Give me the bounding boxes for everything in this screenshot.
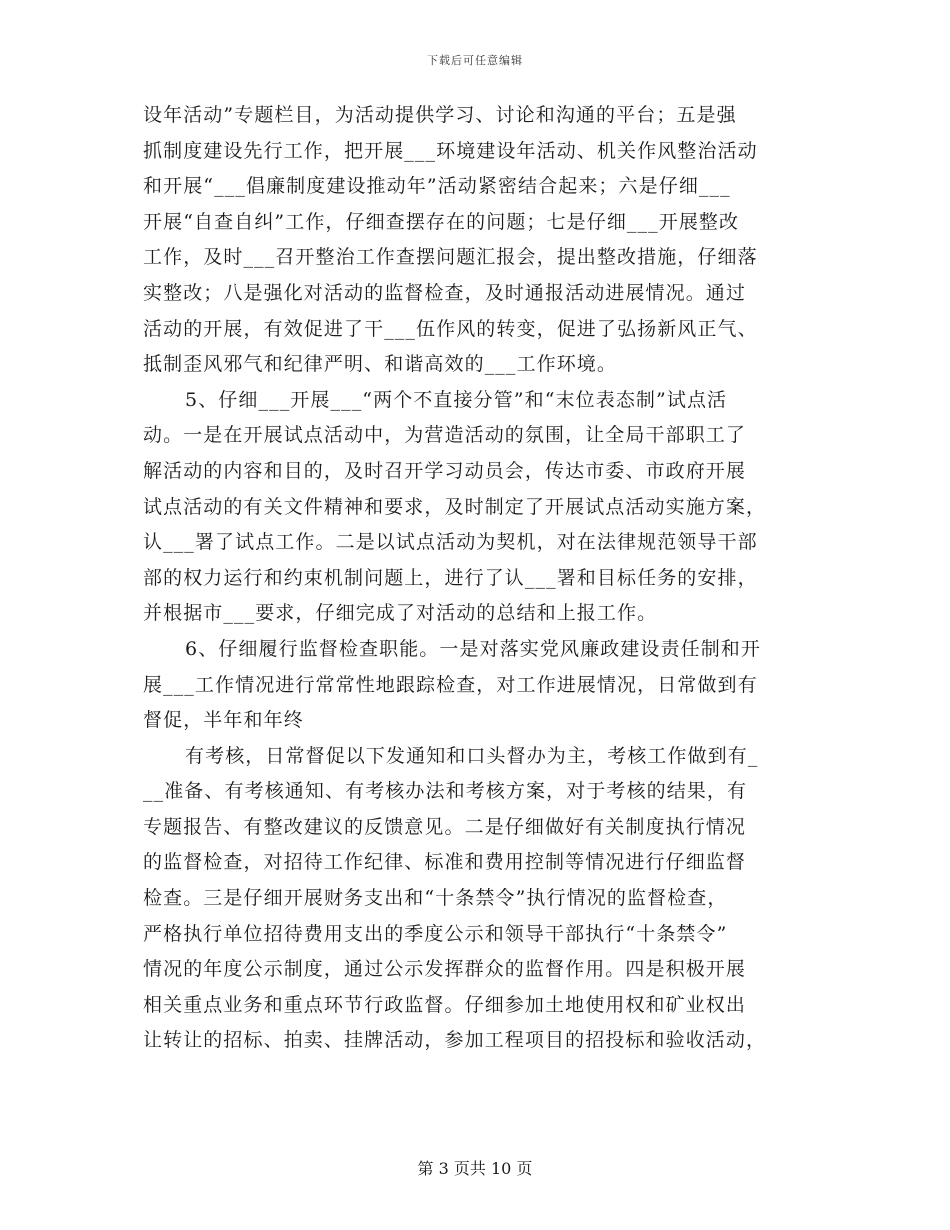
text-line: 部的权力运行和约束机制问题上，进行了认___署和目标任务的安排， — [143, 566, 758, 589]
paragraph-start-continued: 有考核，日常督促以下发通知和口头督办为主，考核工作做到有_ — [185, 744, 759, 767]
text-line: 工作，及时___召开整治工作查摆问题汇报会，提出整改措施，仔细落 — [143, 246, 758, 269]
text-line: 解活动的内容和目的，及时召开学习动员会，传达市委、市政府开展 — [143, 459, 747, 482]
text-line: 抵制歪风邪气和纪律严明、和谐高效的___工作环境。 — [143, 353, 618, 376]
paragraph-start-6: 6、仔细履行监督检查职能。一是对落实党风廉政建设责任制和开 — [185, 637, 761, 660]
text-line: 动。一是在开展试点活动中，为营造活动的氛围，让全局干部职工了 — [143, 424, 747, 447]
page-header-note: 下载后可任意编辑 — [427, 54, 523, 67]
text-line: 试点活动的有关文件精神和要求，及时制定了开展试点活动实施方案， — [143, 495, 767, 518]
text-line: 展___工作情况进行常常性地跟踪检查，对工作进展情况，日常做到有 — [143, 673, 758, 696]
text-line: 并根据市___要求，仔细完成了对活动的总结和上报工作。 — [143, 602, 658, 625]
page-number: 第 3 页共 10 页 — [417, 1159, 533, 1178]
text-line: 相关重点业务和重点环节行政监督。仔细参加土地使用权和矿业权出 — [143, 993, 747, 1016]
paragraph-start-5: 5、仔细___开展___“两个不直接分管”和“末位表态制”试点活 — [185, 388, 728, 411]
text-line: 督促，半年和年终 — [143, 709, 304, 732]
text-line: 和开展“___倡廉制度建设推动年”活动紧密结合起来；六是仔细___ — [143, 175, 731, 198]
text-line: __准备、有考核通知、有考核办法和考核方案，对于考核的结果，有 — [143, 780, 748, 803]
text-line: 的监督检查，对招待工作纪律、标准和费用控制等情况进行仔细监督 — [143, 851, 747, 874]
text-line: 抓制度建设先行工作，把开展___环境建设年活动、机关作风整治活动 — [143, 139, 758, 162]
document-body — [143, 98, 803, 1059]
text-line: 让转让的招标、拍卖、挂牌活动，参加工程项目的招投标和验收活动， — [143, 1029, 767, 1052]
text-line: 认___署了试点工作。二是以试点活动为契机，对在法律规范领导干部 — [143, 531, 758, 554]
text-line: 实整改；八是强化对活动的监督检查，及时通报活动进展情况。通过 — [143, 281, 747, 304]
text-line: 设年活动”专题栏目，为活动提供学习、讨论和沟通的平台；五是强 — [143, 104, 737, 126]
text-line: 严格执行单位招待费用支出的季度公示和领导干部执行“十条禁令” — [143, 922, 728, 945]
text-line: 情况的年度公示制度，通过公示发挥群众的监督作用。四是积极开展 — [143, 958, 747, 981]
text-line: 专题报告、有整改建议的反馈意见。二是仔细做好有关制度执行情况 — [143, 815, 747, 838]
text-line: 检查。三是仔细开展财务支出和“十条禁令”执行情况的监督检查， — [143, 887, 728, 910]
text-line: 开展“自查自纠”工作，仔细查摆存在的问题；七是仔细___开展整改 — [143, 210, 740, 233]
text-line: 活动的开展，有效促进了干___伍作风的转变，促进了弘扬新风正气、 — [143, 317, 758, 340]
